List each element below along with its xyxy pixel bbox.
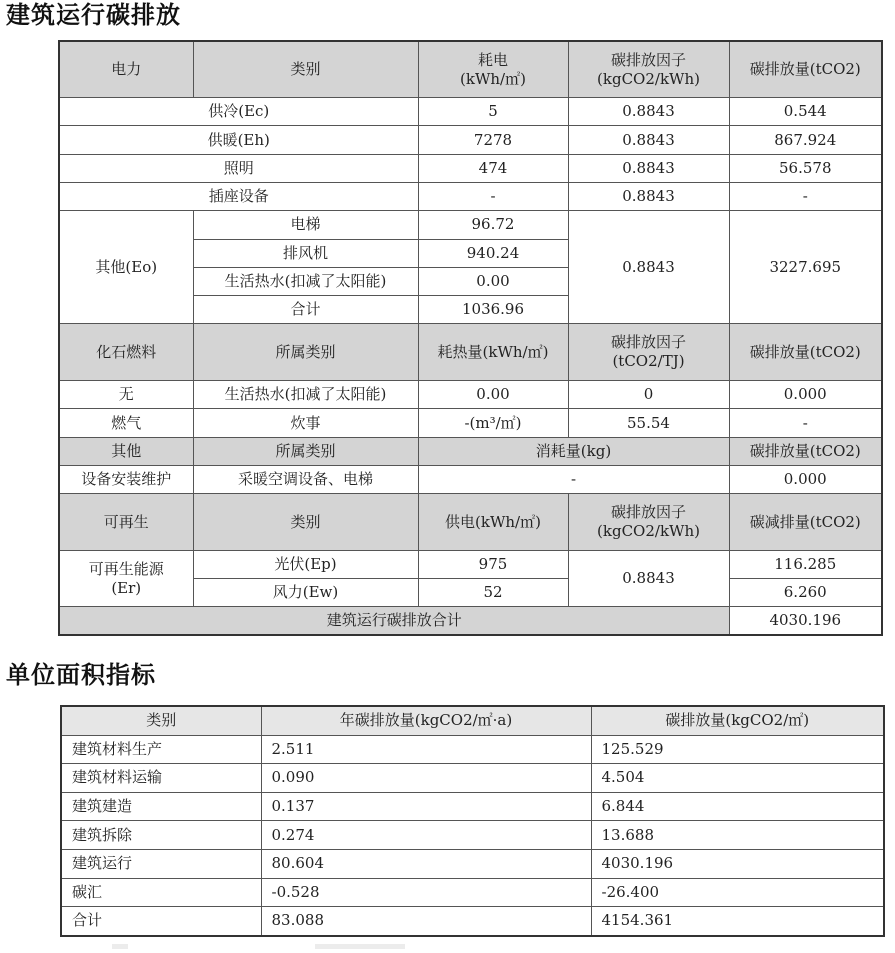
misc-name: 设备安装维护 — [59, 465, 193, 493]
table-row — [59, 98, 882, 126]
other-factor: 0.8843 — [568, 211, 729, 324]
header-misc-emission: 碳排放量(tCO2) — [729, 437, 882, 465]
table-row — [59, 381, 882, 409]
renew-reduction: 116.285 — [729, 550, 882, 578]
scan-artifact — [112, 944, 128, 949]
unit-row-category: 建筑材料运输 — [61, 764, 261, 793]
fossil-factor: 0 — [568, 381, 729, 409]
header-fossil-category: 所属类别 — [193, 324, 418, 381]
renew-supply: 975 — [418, 550, 568, 578]
fossil-fuel: 无 — [59, 381, 193, 409]
unit-row-category: 建筑建造 — [61, 792, 261, 821]
renew-factor: 0.8843 — [568, 550, 729, 607]
misc-consumption: - — [418, 465, 729, 493]
table-row — [61, 821, 884, 850]
unit-area-table — [60, 705, 885, 937]
other-item-name: 合计 — [193, 296, 418, 324]
row-category: 供冷(Ec) — [59, 98, 418, 126]
header-renew: 可再生 — [59, 494, 193, 551]
table-row — [61, 849, 884, 878]
other-item-name: 生活热水(扣减了太阳能) — [193, 267, 418, 295]
header-factor: 碳排放因子 (kgCO2/kWh) — [568, 41, 729, 98]
unit-row-total: 125.529 — [591, 735, 884, 764]
row-emission: 0.544 — [729, 98, 882, 126]
table-row — [61, 764, 884, 793]
header-renew-reduction: 碳减排量(tCO2) — [729, 494, 882, 551]
header-renew-category: 类别 — [193, 494, 418, 551]
misc-category: 采暖空调设备、电梯 — [193, 465, 418, 493]
row-factor: 0.8843 — [568, 182, 729, 210]
fossil-factor: 55.54 — [568, 409, 729, 437]
header-misc-category: 所属类别 — [193, 437, 418, 465]
row-emission: 56.578 — [729, 154, 882, 182]
fossil-consumption: -(m³/㎡) — [418, 409, 568, 437]
row-consumption: 5 — [418, 98, 568, 126]
row-category: 照明 — [59, 154, 418, 182]
misc-emission: 0.000 — [729, 465, 882, 493]
unit-row-total: 13.688 — [591, 821, 884, 850]
header-misc: 其他 — [59, 437, 193, 465]
renew-reduction: 6.260 — [729, 579, 882, 607]
fossil-emission: - — [729, 409, 882, 437]
table-row — [61, 792, 884, 821]
electric-header-row — [59, 41, 882, 98]
fossil-category: 炊事 — [193, 409, 418, 437]
table-row — [61, 878, 884, 907]
other-item-consumption: 0.00 — [418, 267, 568, 295]
other-emission: 3227.695 — [729, 211, 882, 324]
other-item-consumption: 96.72 — [418, 211, 568, 239]
other-item-consumption: 940.24 — [418, 239, 568, 267]
header-fossil-factor: 碳排放因子 (tCO2/TJ) — [568, 324, 729, 381]
unit-row-total: 6.844 — [591, 792, 884, 821]
operation-emission-table — [58, 40, 883, 636]
unit-row-category: 碳汇 — [61, 878, 261, 907]
unit-row-annual: 0.274 — [261, 821, 591, 850]
unit-row-total: 4154.361 — [591, 907, 884, 936]
row-factor: 0.8843 — [568, 126, 729, 154]
total-row — [59, 607, 882, 635]
renew-category: 风力(Ew) — [193, 579, 418, 607]
header-unit-total: 碳排放量(kgCO2/㎡) — [591, 706, 884, 735]
renew-label: 可再生能源 (Er) — [59, 550, 193, 607]
row-category: 插座设备 — [59, 182, 418, 210]
row-emission: - — [729, 182, 882, 210]
header-renew-factor: 碳排放因子 (kgCO2/kWh) — [568, 494, 729, 551]
table-row — [61, 735, 884, 764]
header-renew-supply: 供电(kWh/㎡) — [418, 494, 568, 551]
renew-category: 光伏(Ep) — [193, 550, 418, 578]
unit-row-annual: 80.604 — [261, 849, 591, 878]
table-row — [59, 409, 882, 437]
unit-row-category: 建筑材料生产 — [61, 735, 261, 764]
header-electric: 电力 — [59, 41, 193, 98]
other-item-consumption: 1036.96 — [418, 296, 568, 324]
unit-row-category: 建筑运行 — [61, 849, 261, 878]
fossil-category: 生活热水(扣减了太阳能) — [193, 381, 418, 409]
header-unit-category: 类别 — [61, 706, 261, 735]
unit-row-annual: 2.511 — [261, 735, 591, 764]
renew-header-row — [59, 494, 882, 551]
other-item-name: 电梯 — [193, 211, 418, 239]
scan-artifact — [315, 944, 405, 949]
row-consumption: 7278 — [418, 126, 568, 154]
other-label: 其他(Eo) — [59, 211, 193, 324]
row-factor: 0.8843 — [568, 154, 729, 182]
table-row — [61, 907, 884, 936]
row-consumption: - — [418, 182, 568, 210]
unit-row-category: 建筑拆除 — [61, 821, 261, 850]
section-title-unit-area: 单位面积指标 — [6, 661, 156, 689]
row-consumption: 474 — [418, 154, 568, 182]
unit-row-annual: 0.090 — [261, 764, 591, 793]
unit-row-annual: -0.528 — [261, 878, 591, 907]
unit-row-annual: 0.137 — [261, 792, 591, 821]
fossil-header-row — [59, 324, 882, 381]
fossil-consumption: 0.00 — [418, 381, 568, 409]
other-item-name: 排风机 — [193, 239, 418, 267]
total-value: 4030.196 — [729, 607, 882, 635]
unit-header-row — [61, 706, 884, 735]
table-row — [59, 211, 882, 239]
header-heat-consumption: 耗热量(kWh/㎡) — [418, 324, 568, 381]
unit-row-category: 合计 — [61, 907, 261, 936]
table-row — [59, 550, 882, 578]
header-misc-consumption: 消耗量(kg) — [418, 437, 729, 465]
header-fossil-emission: 碳排放量(tCO2) — [729, 324, 882, 381]
header-emission: 碳排放量(tCO2) — [729, 41, 882, 98]
header-unit-annual: 年碳排放量(kgCO2/㎡·a) — [261, 706, 591, 735]
row-factor: 0.8843 — [568, 98, 729, 126]
unit-row-annual: 83.088 — [261, 907, 591, 936]
unit-row-total: 4.504 — [591, 764, 884, 793]
section-title-operation: 建筑运行碳排放 — [6, 1, 181, 29]
renew-supply: 52 — [418, 579, 568, 607]
table-row — [59, 465, 882, 493]
table-row — [59, 126, 882, 154]
table-row — [59, 182, 882, 210]
header-category: 类别 — [193, 41, 418, 98]
fossil-fuel: 燃气 — [59, 409, 193, 437]
row-category: 供暖(Eh) — [59, 126, 418, 154]
header-fossil: 化石燃料 — [59, 324, 193, 381]
row-emission: 867.924 — [729, 126, 882, 154]
fossil-emission: 0.000 — [729, 381, 882, 409]
misc-header-row — [59, 437, 882, 465]
header-consumption: 耗电 (kWh/㎡) — [418, 41, 568, 98]
table-row — [59, 154, 882, 182]
total-label: 建筑运行碳排放合计 — [59, 607, 729, 635]
unit-row-total: 4030.196 — [591, 849, 884, 878]
unit-row-total: -26.400 — [591, 878, 884, 907]
